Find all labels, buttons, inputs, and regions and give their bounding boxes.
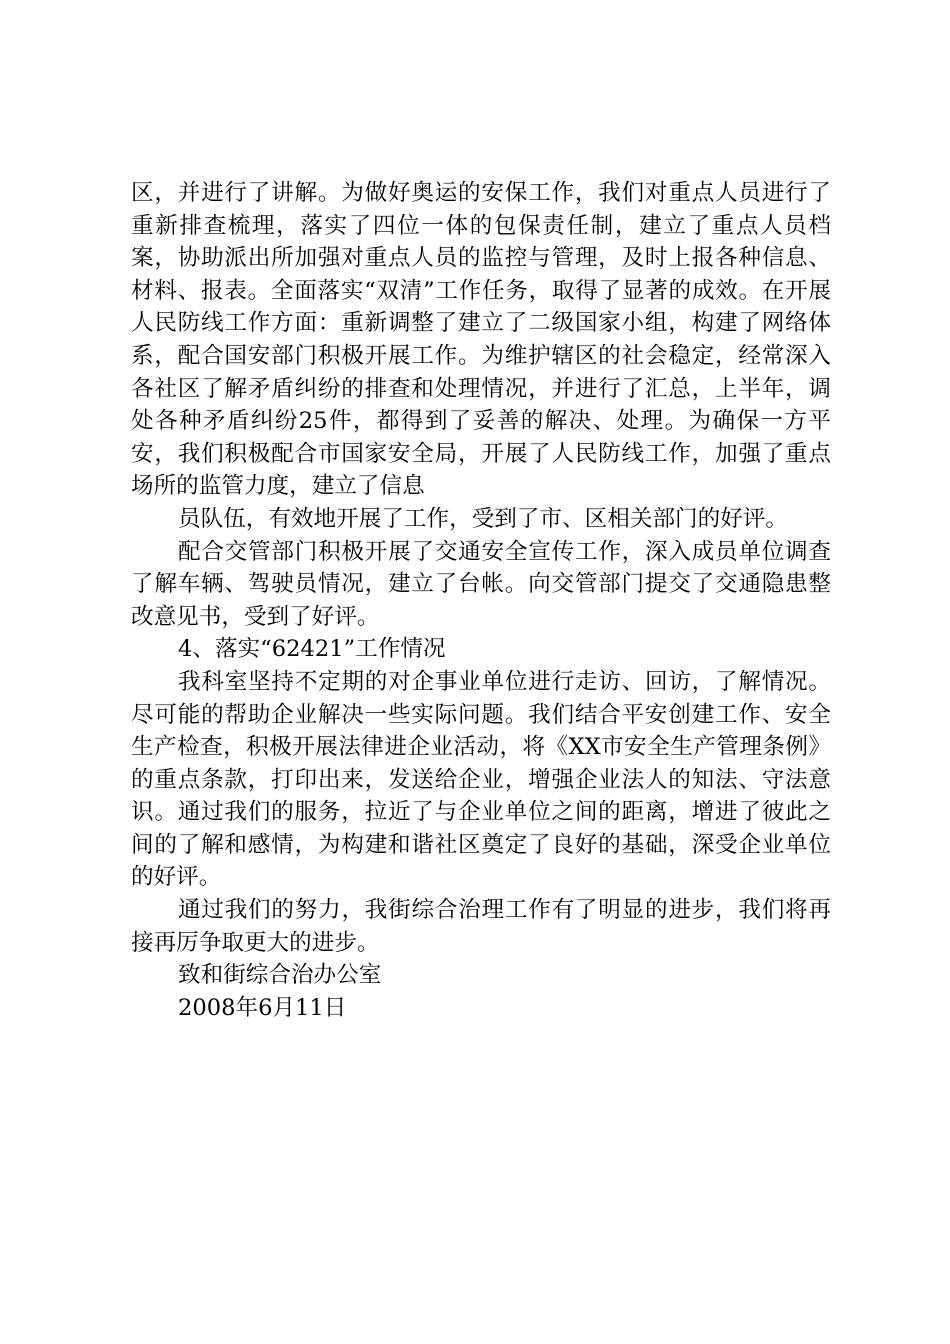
signature-office: 致和街综合治办公室 <box>178 962 382 989</box>
signature-date: 2008年6月11日 <box>178 994 347 1021</box>
paragraph-continuation: 区，并进行了讲解。为做好奥运的安保工作，我们对重点人员进行了重新排查梳理，落实了四位一体的包保责任制，建立了重点人员档案，协助派出所加强对重点人员的监控与管理，及时上报各种信息、材料、报表。全面落实“双清”工作任务，取得了显著的成效。在开展人民防线工作方面：重新调整了建立了二级国家小组，构建了网络体系，配合国安部门积极开展工作。为维护辖区的社会稳定，经常深入各社区了解矛盾纠纷的排查和处理情况，并进行了汇总，上半年，调处各种矛盾纠纷25件，都得到了妥善的解决、处理。为确保一方平安，我们积极配合市国家安全局，开展了人民防线工作，加强了重点场所的监管力度，建立了信息 <box>131 180 831 500</box>
section-heading: 4、落实“62421”工作情况 <box>178 636 446 663</box>
document-body <box>131 177 831 1024</box>
paragraph-conclusion: 通过我们的努力，我街综合治理工作有了明显的进步，我们将再接再厉争取更大的进步。 <box>131 897 831 956</box>
paragraph-traffic: 配合交管部门积极开展了交通安全宣传工作，深入成员单位调查了解车辆、驾驶员情况，建立了台帐。向交管部门提交了交通隐患整改意见书，受到了好评。 <box>131 538 831 630</box>
paragraph-team: 员队伍，有效地开展了工作，受到了市、区相关部门的好评。 <box>178 505 789 532</box>
paragraph-enterprise: 我科室坚持不定期的对企事业单位进行走访、回访，了解情况。尽可能的帮助企业解决一些实际问题。我们结合平安创建工作、安全生产检查，积极开展法律进企业活动，将《XX市安全生产管理条例》的重点条款，打印出来，发送给企业，增强企业法人的知法、守法意识。通过我们的服务，拉近了与企业单位之间的距离，增进了彼此之间的了解和感情，为构建和谐社区奠定了良好的基础，深受企业单位的好评。 <box>131 668 831 891</box>
